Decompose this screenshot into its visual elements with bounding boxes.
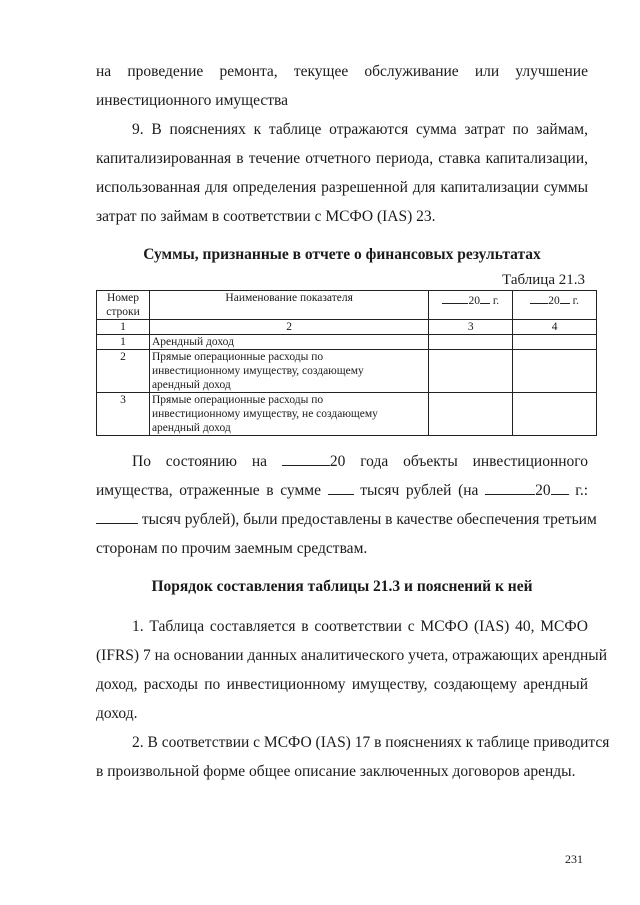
text-line (96, 510, 597, 530)
row-value (513, 335, 597, 350)
header-indicator-name: Наименование показателя (149, 291, 428, 320)
row-name-line: инвестиционному имуществу, создающему (151, 365, 364, 377)
row-name: Арендный доход (149, 335, 428, 350)
text-line: 2. В соответствии с МСФО (IAS) 17 в пояснениях к таблице приводится (132, 734, 610, 751)
column-number: 1 (97, 320, 150, 335)
page-number: 231 (565, 852, 583, 866)
row-value (513, 393, 597, 436)
table-header-row (97, 291, 597, 320)
text-line: доход, расходы по инвестиционному имуществу, создающему арендный (96, 676, 588, 693)
row-name-line: арендный доход (151, 379, 231, 391)
text-fragment: 20 (535, 482, 551, 499)
table-row (97, 393, 597, 436)
table-row (97, 335, 597, 350)
section-title: Суммы, признанные в отчете о финансовых результатах (143, 246, 541, 263)
header-year-1-suffix: г. (492, 295, 500, 307)
header-year-1-value: 20 (468, 295, 480, 307)
table-numbering-row (97, 320, 597, 335)
row-name (149, 350, 428, 393)
text-line: сторонам по прочим заемным средствам. (96, 540, 368, 557)
section-title: Порядок составления таблицы 21.3 и пояснений к ней (151, 578, 533, 595)
text-line: доход. (96, 705, 138, 722)
row-number: 2 (97, 350, 150, 393)
table-label: Таблица 21.3 (502, 272, 585, 288)
text-line: капитализированная в течение отчетного периода, ставка капитализации, (96, 150, 588, 167)
text-line: инвестиционного имущества (96, 92, 289, 109)
header-row-number: Номер строки (97, 291, 150, 320)
text-line (96, 481, 588, 501)
row-name-line: инвестиционному имуществу, не создающему (151, 408, 378, 420)
text-fragment: По состоянию на (132, 453, 268, 470)
row-number: 3 (97, 393, 150, 436)
column-number: 3 (429, 320, 513, 335)
row-value (429, 335, 513, 350)
column-number: 4 (513, 320, 597, 335)
row-value (429, 350, 513, 393)
row-number: 1 (97, 335, 150, 350)
text-fragment: г.: (575, 482, 589, 499)
column-number: 2 (149, 320, 428, 335)
text-line: затрат по займам в соответствии с МСФО (IAS) 23. (96, 208, 436, 225)
table-row (97, 350, 597, 393)
text-fragment: года объекты инвестиционного (360, 453, 589, 470)
text-fragment: тысяч рублей (на (360, 482, 479, 499)
row-name-line: Прямые операционные расходы по (151, 351, 324, 363)
header-year-2 (513, 291, 597, 320)
row-value (429, 393, 513, 436)
text-fragment: тысяч рублей), были предоставлены в качестве обеспечения третьим (141, 511, 597, 528)
text-line (132, 452, 588, 472)
text-line: 9. В пояснениях к таблице отражаются сумма затрат по займам, (132, 121, 588, 138)
text-line: в произвольной форме общее описание заключенных договоров аренды. (96, 763, 576, 780)
text-line: 1. Таблица составляется в соответствии с МСФО (IAS) 40, МСФО (132, 618, 588, 635)
header-year-1 (429, 291, 513, 320)
row-value (513, 350, 597, 393)
header-year-2-value: 20 (548, 295, 560, 307)
row-name-line: арендный доход (151, 422, 231, 434)
text-line: на проведение ремонта, текущее обслуживание или улучшение (96, 63, 588, 80)
text-fragment: имущества, отраженные в сумме (96, 482, 321, 499)
row-name-line: Прямые операционные расходы по (151, 394, 324, 406)
text-line: использованная для определения разрешенной для капитализации суммы (96, 179, 588, 196)
results-table (96, 290, 597, 436)
text-line: (IFRS) 7 на основании данных аналитического учета, отражающих арендный (96, 647, 608, 664)
text-fragment: 20 (329, 453, 346, 470)
header-year-2-suffix: г. (572, 295, 579, 307)
row-name (149, 393, 428, 436)
